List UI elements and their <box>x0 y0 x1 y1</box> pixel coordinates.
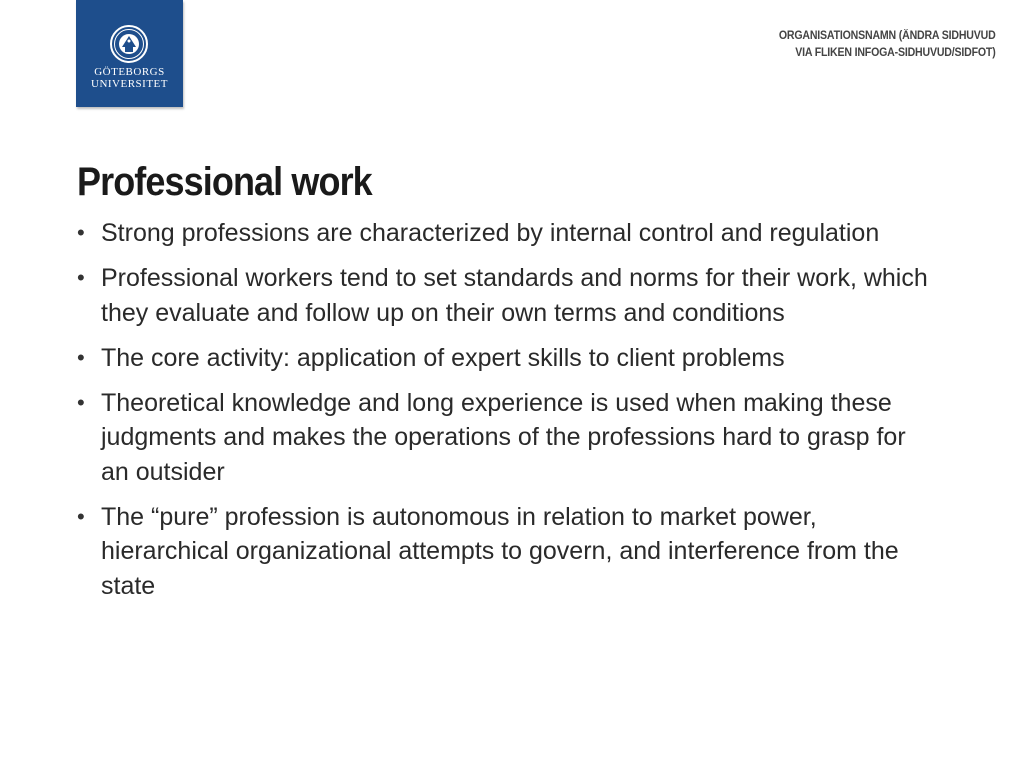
slide-title: Professional work <box>77 160 372 204</box>
bullet-marker: • <box>77 503 85 529</box>
bullet-text: The “pure” profession is autonomous in relation to market power, hierarchical organizational attempts to govern, and interference from the state <box>101 502 899 600</box>
logo-text-line2: UNIVERSITET <box>91 78 168 90</box>
bullet-text: Strong professions are characterized by internal control and regulation <box>101 219 880 247</box>
bullet-item <box>76 341 936 376</box>
bullet-marker: • <box>77 265 85 290</box>
organisation-header-line2: VIA FLIKEN INFOGA-SIDHUVUD/SIDFOT) <box>795 47 996 59</box>
bullet-text: Theoretical knowledge and long experience is used when making these judgments and makes the operations of the professions hard to grasp for an outsider <box>101 388 906 486</box>
bullet-marker: • <box>77 344 85 370</box>
logo-text-line1: GÖTEBORGS <box>94 66 165 78</box>
bullet-marker: • <box>77 220 85 245</box>
bullet-list <box>76 216 936 614</box>
bullet-item <box>76 500 936 604</box>
university-seal-icon <box>109 24 149 64</box>
bullet-text: The core activity: application of expert skills to client problems <box>101 343 785 372</box>
bullet-text: Professional workers tend to set standards and norms for their work, which they evaluate and follow up on their own terms and conditions <box>101 264 928 327</box>
organisation-header-line1: ORGANISATIONSNAMN (ÄNDRA SIDHUVUD <box>779 30 996 42</box>
bullet-item <box>76 216 936 251</box>
bullet-item <box>76 386 936 490</box>
bullet-item <box>76 261 936 330</box>
bullet-marker: • <box>77 389 85 415</box>
organisation-header <box>779 28 996 62</box>
university-logo <box>76 0 183 107</box>
